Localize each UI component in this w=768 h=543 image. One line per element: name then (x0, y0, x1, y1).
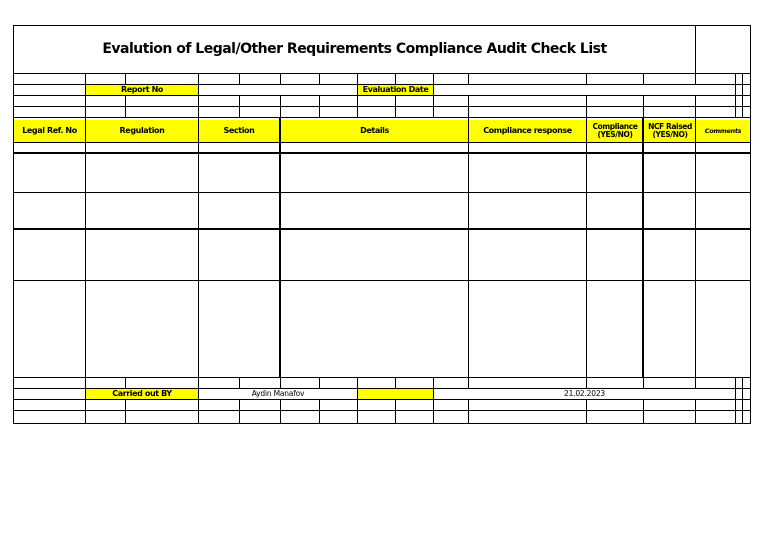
grid-line (695, 95, 696, 118)
report-no-label: Report No (121, 84, 163, 94)
grid-line (643, 73, 644, 85)
grid-line (735, 73, 736, 118)
grid-line (643, 377, 644, 389)
grid-line (125, 73, 126, 85)
grid-line (695, 25, 696, 74)
column-header-comments: Comments (704, 126, 742, 135)
grid-line (433, 73, 434, 118)
grid-line (586, 73, 587, 85)
grid-line (14, 152, 750, 154)
grid-line (468, 73, 469, 85)
grid-line (695, 117, 696, 378)
grid-line (14, 192, 750, 193)
grid-line (13, 25, 14, 424)
grid-line (433, 377, 434, 424)
grid-line (742, 377, 743, 424)
document-title: Evalution of Legal/Other Requirements Compliance Audit Check List (102, 41, 607, 58)
grid-line (735, 377, 736, 424)
grid-line (586, 117, 587, 378)
grid-line (319, 399, 320, 424)
grid-line (280, 73, 281, 85)
grid-line (586, 377, 587, 389)
column-header-legal-ref: Legal Ref. No (22, 125, 77, 135)
column-header-section: Section (223, 125, 255, 135)
audit-date-value: 21.02.2023 (564, 389, 605, 399)
grid-line (279, 117, 281, 378)
grid-line (357, 73, 358, 118)
grid-line (280, 95, 281, 118)
grid-line (239, 399, 240, 424)
grid-line (468, 377, 469, 389)
grid-line (468, 399, 469, 424)
grid-line (395, 399, 396, 424)
grid-line (125, 377, 126, 389)
grid-line (85, 117, 86, 378)
grid-line (85, 73, 86, 118)
grid-line (586, 399, 587, 424)
grid-line (280, 399, 281, 424)
blank-highlight-cell (358, 389, 433, 399)
grid-line (198, 117, 199, 378)
grid-line (395, 95, 396, 118)
grid-line (643, 95, 644, 118)
grid-line (357, 377, 358, 424)
grid-line (750, 25, 751, 424)
grid-line (468, 95, 469, 118)
grid-line (280, 377, 281, 389)
grid-line (586, 95, 587, 118)
grid-line (14, 142, 750, 143)
grid-line (319, 95, 320, 118)
grid-line (85, 377, 86, 424)
grid-line (468, 117, 469, 378)
grid-line (239, 73, 240, 85)
grid-line (695, 377, 696, 389)
grid-line (642, 117, 644, 378)
grid-line (742, 73, 743, 118)
grid-line (395, 73, 396, 85)
grid-line (643, 399, 644, 424)
column-header-ncf-raised: NCF Raised (YES/NO) (648, 122, 692, 139)
grid-line (239, 377, 240, 389)
column-header-compliance-response: Compliance response (483, 125, 572, 135)
grid-line (125, 399, 126, 424)
grid-line (125, 95, 126, 118)
grid-line (14, 228, 750, 230)
grid-line (695, 399, 696, 424)
grid-line (239, 95, 240, 118)
column-header-regulation: Regulation (119, 125, 165, 135)
carried-out-by-label: Carried out BY (112, 388, 172, 398)
grid-line (198, 73, 199, 118)
grid-line (395, 377, 396, 389)
grid-line (198, 377, 199, 424)
column-header-compliance: Compliance (YES/NO) (592, 122, 638, 139)
column-header-details: Details (360, 125, 389, 135)
carried-out-by-value: Aydin Manafov (251, 389, 305, 399)
grid-line (14, 280, 750, 281)
evaluation-date-label: Evaluation Date (362, 84, 429, 94)
grid-line (319, 73, 320, 85)
grid-line (319, 377, 320, 389)
grid-line (695, 73, 696, 85)
